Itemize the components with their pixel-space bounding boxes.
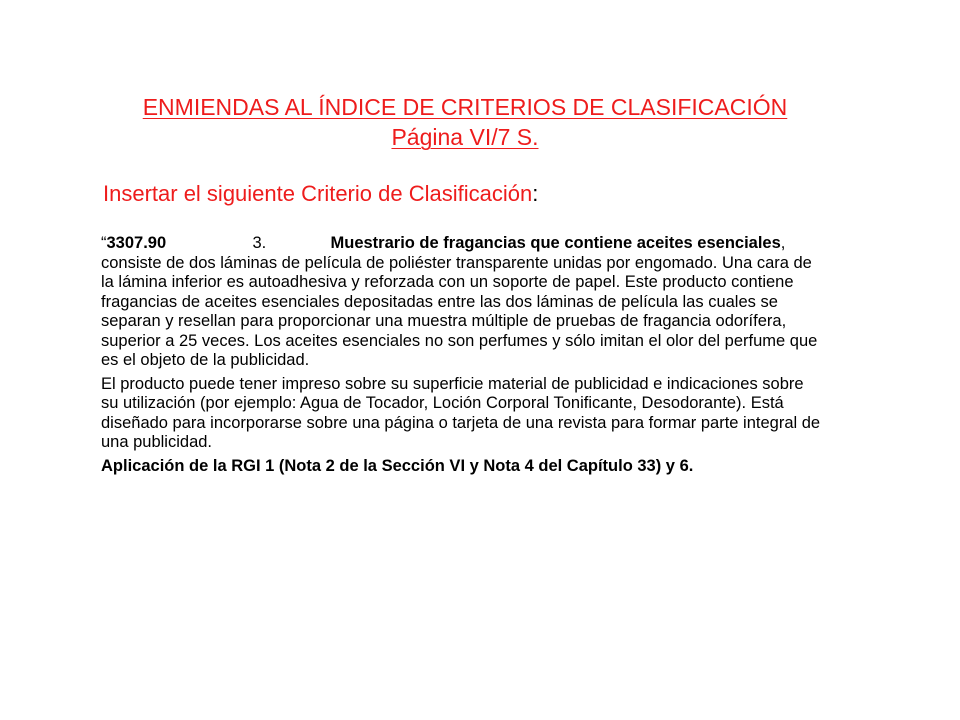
- criterion-entry: [101, 234, 821, 480]
- open-quote: “: [101, 234, 107, 252]
- criterion-description: , consiste de dos láminas de película de poliéster transparente unidas por engomado. Una cara de la lámina inferior es autoadhesiva y reforzada con un soporte de papel. Este producto contiene fragancias de aceites esenciales depositadas entre las dos láminas de película las cuales se separan y resellan para proporcionar una muestra múltiple de pruebas de fragancia odorífera, superior a 25 veces. Los aceites esenciales no son perfumes y sólo imitan el olor del perfume que es el objeto de la publicidad.: [101, 234, 818, 369]
- criterion-paragraph-3: Aplicación de la RGI 1 (Nota 2 de la Sección VI y Nota 4 del Capítulo 33) y 6.: [101, 456, 694, 475]
- criterion-paragraph-1: [101, 234, 821, 371]
- title-line-1: ENMIENDAS AL ÍNDICE DE CRITERIOS DE CLASIFICACIÓN: [142, 94, 788, 120]
- document-title: [60, 92, 870, 152]
- criterion-paragraph-2: El producto puede tener impreso sobre su superficie material de publicidad e indicaciones sobre su utilización (por ejemplo: Agua de Tocador, Loción Corporal Tonificante, Desodorante). Está diseñado para incorporarse sobre una página o tarjeta de una revista para formar parte integral de una publicidad.: [101, 374, 821, 451]
- instruction-text: Insertar el siguiente Criterio de Clasificación: [103, 181, 533, 206]
- criterion-bold-lead: Muestrario de fragancias que contiene aceites esenciales: [330, 234, 781, 252]
- instruction-heading: [103, 180, 538, 208]
- instruction-colon: :: [532, 181, 539, 206]
- heading-code: 3307.90: [106, 234, 167, 252]
- criterion-number: 3.: [252, 234, 267, 252]
- title-line-2: Página VI/7 S.: [391, 124, 539, 150]
